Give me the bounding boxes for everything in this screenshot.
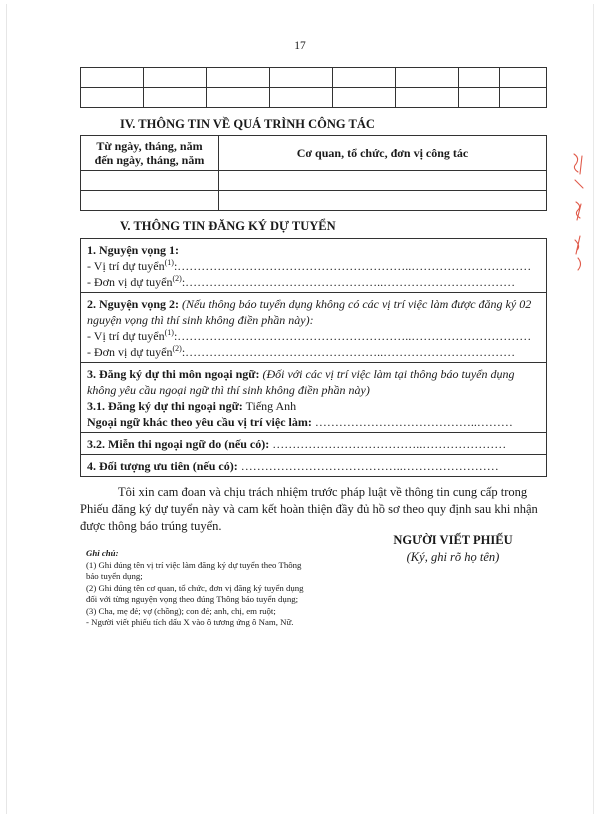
- exemption-block: [81, 433, 546, 455]
- wish-1-unit-field[interactable]: :…………………………………………..……………………………: [181, 275, 516, 289]
- section-5-heading: V. THÔNG TIN ĐĂNG KÝ DỰ TUYỂN: [120, 219, 336, 233]
- footnotes: [86, 548, 316, 629]
- footnotes-title: Ghi chú:: [86, 548, 119, 558]
- footnote-item: (2) Ghi đúng tên cơ quan, tổ chức, đơn vị đăng ký tuyển dụng đối với từng nguyện vọng theo đúng Thông báo tuyển dụng;: [86, 582, 304, 604]
- col-date-range-header: [81, 136, 219, 171]
- exemption-field[interactable]: ………………………………..…………………: [272, 437, 507, 451]
- language-other-label: Ngoại ngữ khác theo yêu cầu vị trí việc làm:: [87, 415, 312, 429]
- wish-2-block: [81, 293, 546, 363]
- wish-2-position-line: [87, 328, 540, 344]
- exemption-label: 3.2. Miễn thi ngoại ngữ do (nếu có):: [87, 437, 270, 451]
- footnote-item: (1) Ghi đúng tên vị trí việc làm đăng ký dự tuyển theo Thông báo tuyển dụng;: [86, 559, 302, 581]
- priority-label: 4. Đối tượng ưu tiên (nếu có):: [87, 459, 238, 473]
- registration-box: [80, 238, 547, 477]
- language-31-label: 3.1. Đăng ký dự thi ngoại ngữ:: [87, 399, 243, 413]
- language-31-value[interactable]: Tiếng Anh: [245, 399, 297, 413]
- section-4-heading: IV. THÔNG TIN VỀ QUÁ TRÌNH CÔNG TÁC: [120, 117, 375, 131]
- priority-field[interactable]: …………………………………..……………………: [240, 459, 499, 473]
- priority-block: [81, 455, 546, 476]
- col-organization-header: Cơ quan, tổ chức, đơn vị công tác: [219, 136, 547, 171]
- footnote-ref: (1): [164, 258, 174, 267]
- wish-2-title-line: [87, 296, 540, 328]
- footnote-ref: (1): [164, 328, 174, 337]
- table-row: [81, 88, 547, 108]
- wish-1-position-line: [87, 258, 540, 274]
- page-number: 17: [294, 40, 306, 52]
- footnote-item: - Người viết phiếu tích dấu X vào ô tương ứng ô Nam, Nữ.: [86, 617, 294, 627]
- table-row: [81, 68, 547, 88]
- commitment-paragraph: [80, 484, 550, 535]
- signer-note: (Ký, ghi rõ họ tên): [406, 550, 500, 564]
- footnote-item: (3) Cha, mẹ đẻ; vợ (chồng); con đẻ; anh, chị, em ruột;: [86, 605, 276, 616]
- language-title: 3. Đăng ký dự thi môn ngoại ngữ:: [87, 367, 260, 381]
- wish-2-unit-label: - Đơn vị dự tuyển: [87, 345, 173, 359]
- wish-1-position-label: - Vị trí dự tuyển: [87, 259, 165, 273]
- col-date-range-line2: đến ngày, tháng, năm: [94, 153, 205, 167]
- language-block: [81, 363, 546, 433]
- signer-block: [383, 533, 523, 565]
- wish-2-position-field[interactable]: :…………………………………………………..…………………………: [173, 329, 532, 343]
- wish-1-unit-line: [87, 274, 540, 290]
- previous-table-continuation: [80, 67, 547, 108]
- handwriting-mark-icon: [566, 150, 592, 280]
- wish-1-unit-label: - Đơn vị dự tuyển: [87, 275, 173, 289]
- wish-2-position-label: - Vị trí dự tuyển: [87, 329, 165, 343]
- signer-title: NGƯỜI VIẾT PHIẾU: [393, 533, 513, 547]
- table-header-row: [81, 136, 547, 171]
- commitment-text: Tôi xin cam đoan và chịu trách nhiệm trước pháp luật về thông tin cung cấp trong Phiếu đăng ký dự tuyển này và cam kết hoàn thiện đầy đủ hồ sơ theo quy định sau khi nhận được thông báo trúng tuyển.: [80, 485, 538, 533]
- wish-1-position-field[interactable]: :…………………………………………………..…………………………: [173, 259, 532, 273]
- wish-1-title: 1. Nguyện vọng 1:: [87, 243, 180, 257]
- wish-1-block: [81, 239, 546, 293]
- wish-2-title: 2. Nguyện vọng 2:: [87, 297, 180, 311]
- language-31-line: [87, 398, 540, 414]
- work-history-table: [80, 135, 547, 211]
- wish-2-unit-line: [87, 344, 540, 360]
- table-row: [81, 191, 547, 211]
- footnote-ref: (2): [172, 344, 182, 353]
- wish-2-note: (Nếu thông báo tuyển dụng không có các vị trí việc làm được đăng ký 02 nguyện vọng thì thí sinh không điền phần này):: [87, 297, 532, 327]
- footnote-ref: (2): [172, 274, 182, 283]
- language-title-line: [87, 366, 540, 398]
- wish-2-unit-field[interactable]: :…………………………………………..……………………………: [181, 345, 516, 359]
- col-date-range-line1: Từ ngày, tháng, năm: [96, 139, 203, 153]
- table-row: [81, 171, 547, 191]
- language-note: (Đối với các vị trí việc làm tại thông báo tuyển dụng không yêu cầu ngoại ngữ thì thí sinh không điền phần này): [87, 367, 515, 397]
- language-other-field[interactable]: …………………………………..………: [314, 415, 513, 429]
- language-other-line: [87, 414, 540, 430]
